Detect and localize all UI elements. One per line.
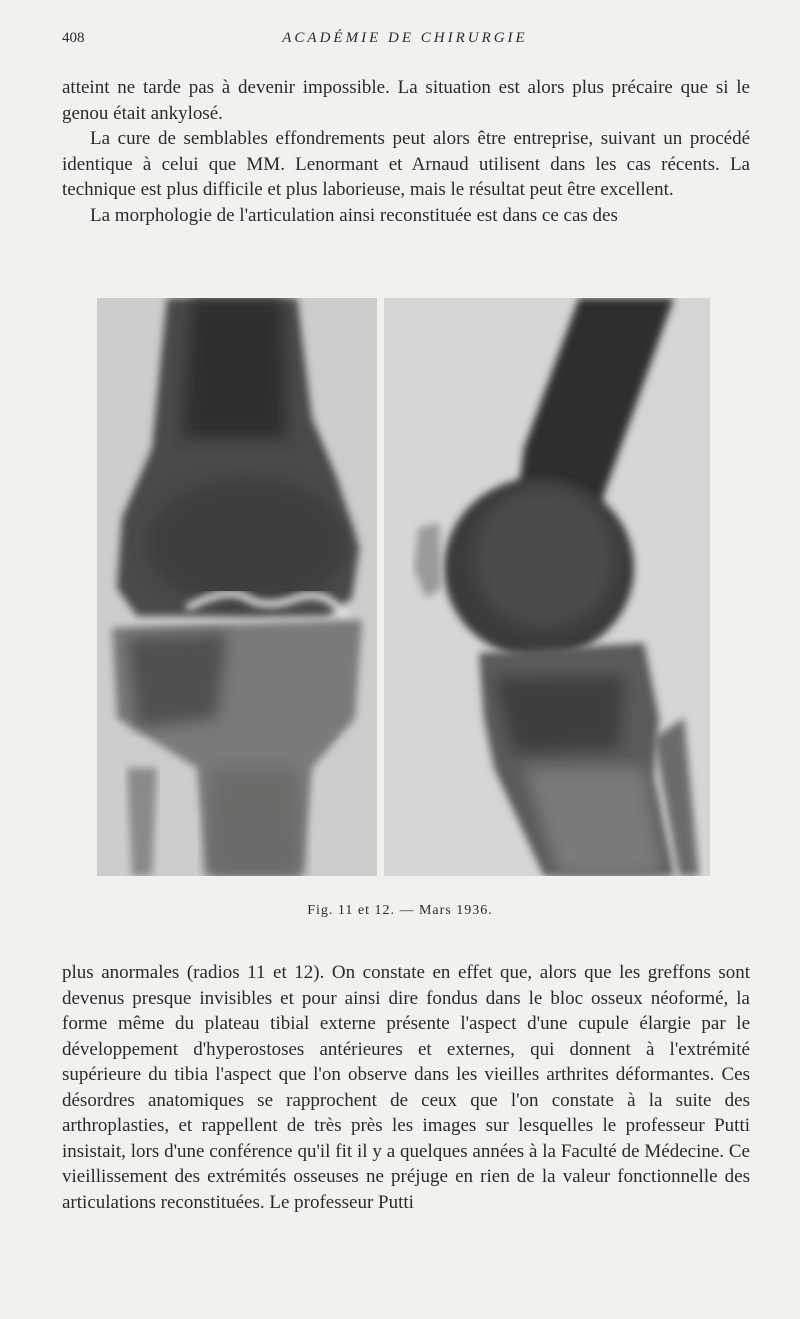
running-title: ACADÉMIE DE CHIRURGIE [282, 30, 528, 46]
paragraph: La morphologie de l'articulation ainsi reconstituée est dans ce cas des [90, 204, 618, 226]
page-number: 408 [62, 30, 85, 46]
radiograph-lateral-knee-image [384, 298, 710, 876]
paragraph: plus anormales (radios 11 et 12). On constate en effet que, alors que les greffons sont devenus presque invisibles et pour ainsi dire fondus dans le bloc osseux néoformé, la forme même du plateau tibial externe présente l'aspect d'une cupule élargie par le développement d'hyperostoses antérieures et externes, qui donnent à l'extrémité supérieure du tibia l'aspect que l'on observe dans les vieilles arthrites déformantes. Ces désordres anatomiques se rapprochent de ceux que l'on constate à la suite des arthroplasties, et rappellent de très près les images sur lesquelles le professeur Putti insistait, lors d'une conférence qu'il fit il y a quelques années à la Faculté de Médecine. Ce vieillissement des extrémités osseuses ne préjuge en rien de la valeur fonctionnelle des articulations reconstituées. Le professeur Putti [62, 962, 750, 1213]
radiograph-figure [97, 298, 710, 876]
page-header [62, 30, 748, 54]
body-text-bottom [62, 960, 750, 1215]
paragraph: La cure de semblables effondrements peut alors être entreprise, suivant un procédé identique à celui que MM. Lenormant et Arnaud utilisent dans les cas récents. La technique est plus difficile et plus laborieuse, mais le résultat peut être excellent. [62, 128, 750, 200]
paragraph: atteint ne tarde pas à devenir impossible. La situation est alors plus précaire que si le genou était ankylosé. [62, 77, 750, 124]
figure-caption: Fig. 11 et 12. — Mars 1936. [307, 903, 493, 918]
body-text-top [62, 75, 750, 228]
radiograph-frontal-knee-image [97, 298, 377, 876]
